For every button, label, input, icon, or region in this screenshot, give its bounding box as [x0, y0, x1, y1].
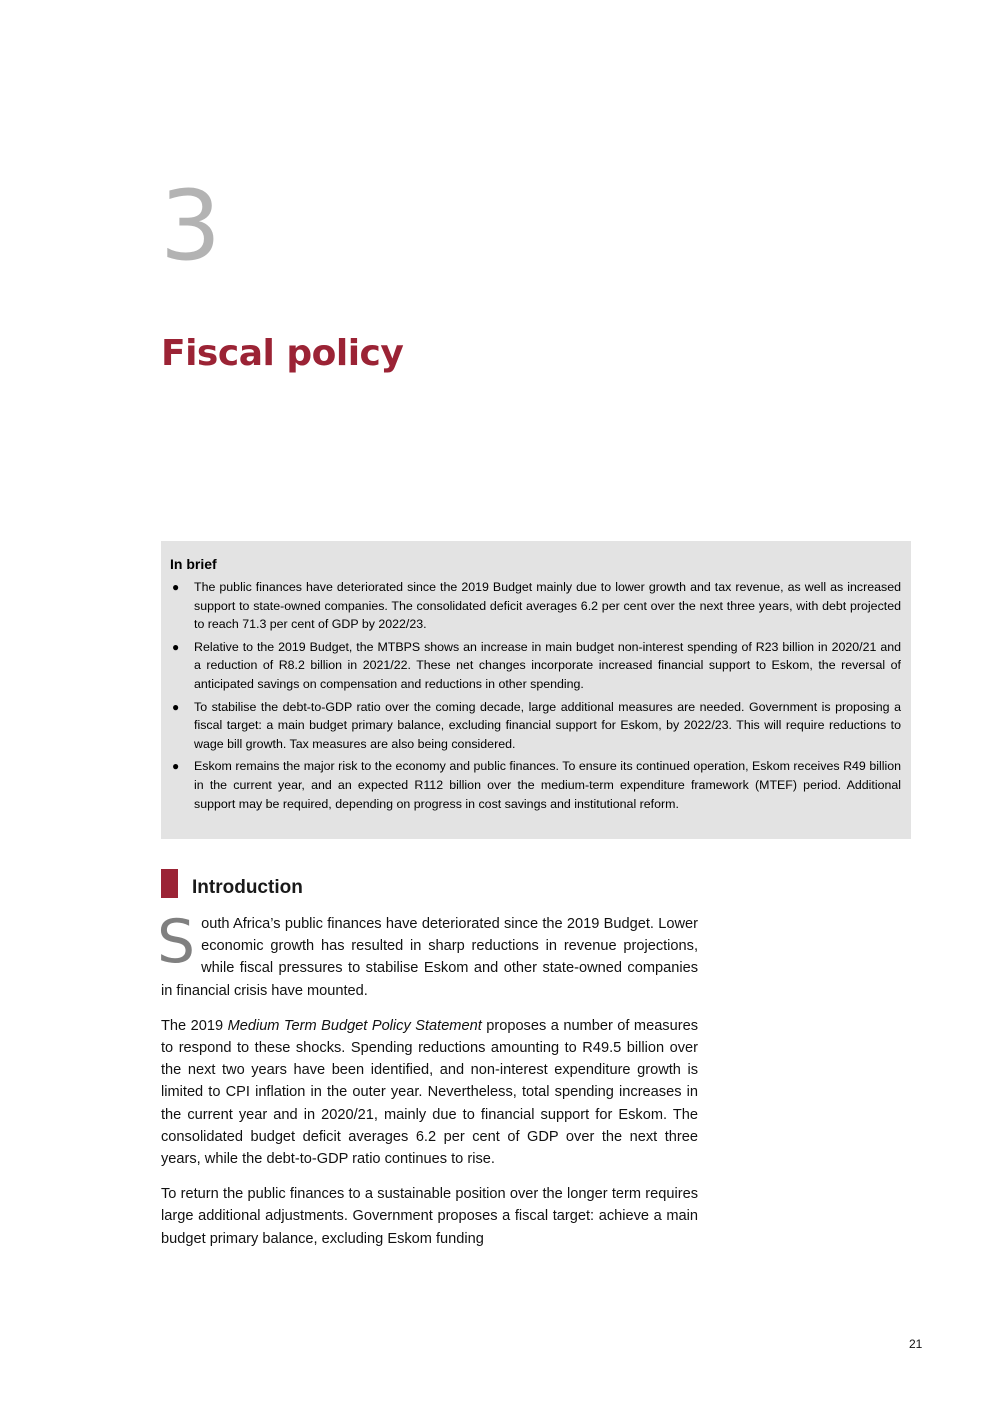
intro-paragraph-3: To return the public finances to a sustainable position over the longer term requires large additional adjustments. Government proposes a fiscal target: achieve a main budget primary balance, excluding Eskom funding — [161, 1186, 698, 1247]
intro-paragraph-2 — [161, 1015, 698, 1170]
in-brief-box — [161, 541, 911, 839]
in-brief-item-text: The public finances have deteriorated since the 2019 Budget mainly due to lower growth and tax revenue, as well as increased support to state-owned companies. The consolidated deficit averages 6.2 per cent over the next three years, with debt projected to reach 71.3 per cent of GDP by 2022/23. — [194, 580, 901, 632]
introduction-heading: Introduction — [192, 877, 303, 898]
in-brief-item — [170, 757, 901, 813]
bullet-icon: ● — [172, 580, 180, 594]
intro-paragraph-2-lead: The 2019 — [161, 1017, 228, 1034]
in-brief-item — [170, 578, 901, 634]
chapter-title: Fiscal policy — [161, 333, 404, 374]
section-marker — [161, 869, 178, 898]
bullet-icon: ● — [172, 759, 180, 774]
intro-paragraph-1-text: outh Africa’s public finances have deteriorated since the 2019 Budget. Lower economic growth has resulted in sharp reductions in revenue projections, while fiscal pressures to stabilise Eskom and other state-owned companies in financial crisis have mounted. — [161, 916, 698, 999]
bullet-icon: ● — [172, 639, 180, 654]
in-brief-item — [170, 638, 901, 694]
in-brief-list — [170, 578, 901, 813]
page-number: 21 — [909, 1337, 923, 1351]
document-title-italic: Medium Term Budget Policy Statement — [227, 1017, 482, 1034]
intro-paragraph-2-text: proposes a number of measures to respond to these shocks. Spending reductions amounting to R49.5 billion over the next two years have been identified, and non-interest expenditure growth is limited to CPI inflation in the outer year. Nevertheless, total spending increases in the current year and in 2020/21, mainly due to financial support for Eskom. The consolidated budget deficit averages 6.2 per cent of GDP over the next three years, while the debt-to-GDP ratio continues to rise. — [161, 1017, 698, 1168]
chapter-number: 3 — [160, 170, 222, 282]
introduction-body — [157, 907, 698, 1263]
in-brief-item-text: Eskom remains the major risk to the economy and public finances. To ensure its continued operation, Eskom receives R49 billion in the current year, and an expected R112 billion over the medium-term expenditure framework (MTEF) period. Additional support may be required, depending on progress in cost savings and institutional reform. — [194, 759, 901, 811]
in-brief-item — [170, 698, 901, 754]
bullet-icon: ● — [172, 699, 180, 714]
intro-paragraph-1 — [157, 907, 698, 1002]
in-brief-item-text: To stabilise the debt-to-GDP ratio over the coming decade, large additional measures are needed. Government is proposing a fiscal target: a main budget primary balance, excluding financial support for Eskom, by 2022/23. This will require reductions to wage bill growth. Tax measures are also being considered. — [194, 699, 901, 751]
in-brief-item-text: Relative to the 2019 Budget, the MTBPS shows an increase in main budget non-interest spending of R23 billion in 2020/21 and a reduction of R8.2 billion in 2021/22. These net changes incorporate increased financial support to Eskom, the reversal of anticipated savings on compensation and reductions in other spending. — [194, 639, 901, 691]
drop-cap: S — [157, 907, 196, 977]
in-brief-heading: In brief — [170, 556, 217, 572]
